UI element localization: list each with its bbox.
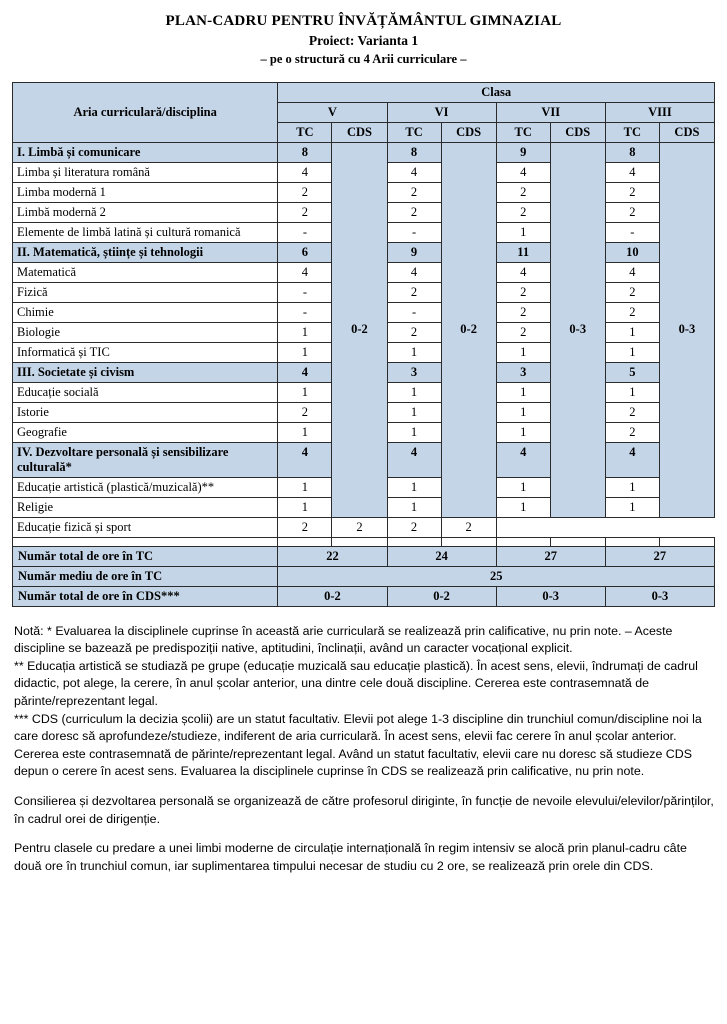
table-row-average-tc [13, 566, 715, 586]
total-cds-vi: 0-2 [387, 586, 496, 606]
value-tc-vi: 2 [387, 322, 441, 342]
area-value-tc-viii: 4 [605, 442, 659, 477]
area-value-tc-viii: 5 [605, 362, 659, 382]
header-class-vi: VI [387, 102, 496, 122]
value-tc-v: 4 [278, 162, 332, 182]
value-tc-vi: 4 [387, 262, 441, 282]
value-tc-viii: 4 [605, 162, 659, 182]
area-value-tc-vii: 3 [496, 362, 550, 382]
value-tc-vii: 4 [496, 162, 550, 182]
value-tc-vii: 1 [496, 222, 550, 242]
separator-cell [550, 537, 605, 546]
area-value-tc-vii: 9 [496, 142, 550, 162]
value-tc-vi: 2 [387, 282, 441, 302]
value-tc-vii: 2 [387, 517, 441, 537]
area-label: II. Matematică, științe și tehnologii [13, 242, 278, 262]
area-value-tc-viii: 10 [605, 242, 659, 262]
value-tc-vii: 1 [496, 382, 550, 402]
value-tc-viii: 2 [605, 302, 659, 322]
table-row-total-cds [13, 586, 715, 606]
value-tc-vii: 1 [496, 497, 550, 517]
value-tc-v: 4 [278, 262, 332, 282]
header-class-viii: VIII [605, 102, 714, 122]
value-tc-vi: 1 [387, 477, 441, 497]
value-tc-vii: 1 [496, 402, 550, 422]
area-value-tc-vi: 3 [387, 362, 441, 382]
value-tc-vi: 1 [387, 497, 441, 517]
total-tc-vii: 27 [496, 546, 605, 566]
value-tc-viii: 1 [605, 497, 659, 517]
value-tc-vi: 4 [387, 162, 441, 182]
framework-plan-table [12, 82, 715, 607]
value-tc-v: 1 [278, 342, 332, 362]
note-asterisk: Notă: * Evaluarea la disciplinele cuprinse în această arie curriculară se realizează prin calificative, nu prin note. – Aceste discipline se bazează pe predispoziții native, aptitudini, înclinații, având un caracter vocațional explicit. [14, 623, 673, 656]
total-cds-vii: 0-3 [496, 586, 605, 606]
value-tc-vii: 2 [496, 322, 550, 342]
value-tc-vii: 2 [496, 302, 550, 322]
value-tc-vi: 2 [387, 202, 441, 222]
discipline-label: Educație artistică (plastică/muzicală)** [13, 477, 278, 497]
value-tc-v: 1 [278, 497, 332, 517]
header-cds-viii: CDS [659, 122, 714, 142]
value-tc-v: - [278, 282, 332, 302]
table-row [13, 517, 715, 537]
value-tc-vi: 1 [387, 342, 441, 362]
separator-cell [278, 537, 332, 546]
discipline-label: Elemente de limbă latină și cultură romanică [13, 222, 278, 242]
value-tc-viii: 1 [605, 342, 659, 362]
value-tc-vi: 2 [387, 182, 441, 202]
value-tc-viii: 1 [605, 477, 659, 497]
area-value-tc-v: 4 [278, 442, 332, 477]
area-value-tc-vi: 8 [387, 142, 441, 162]
total-tc-v: 22 [278, 546, 387, 566]
area-value-tc-viii: 8 [605, 142, 659, 162]
value-tc-v: 1 [278, 322, 332, 342]
header-class-v: V [278, 102, 387, 122]
value-tc-viii: 4 [605, 262, 659, 282]
value-tc-v: 1 [278, 477, 332, 497]
page-subtitle: Proiect: Varianta 1 [308, 32, 419, 48]
table-row-area [13, 142, 715, 162]
discipline-label: Geografie [13, 422, 278, 442]
value-tc-vii: 2 [496, 202, 550, 222]
note-intensive-language: Pentru clasele cu predare a unei limbi moderne de circulație internațională în regim intensiv se alocă prin planul-cadru câte două ore în trunchiul comun, iar suplimentarea timpului necesar de studiu cu 2 ore, se realizează prin orele din CDS. [14, 841, 687, 873]
header-tc-vii: TC [496, 122, 550, 142]
area-value-tc-v: 4 [278, 362, 332, 382]
value-tc-v: 2 [278, 402, 332, 422]
area-value-tc-v: 8 [278, 142, 332, 162]
average-tc-label: Număr mediu de ore în TC [13, 566, 278, 586]
value-tc-v: 1 [278, 382, 332, 402]
header-tc-v: TC [278, 122, 332, 142]
area-value-tc-vii: 4 [496, 442, 550, 477]
page-subtitle-structure: – pe o structură cu 4 Arii curriculare – [260, 52, 467, 67]
total-cds-v: 0-2 [278, 586, 387, 606]
value-tc-v: - [278, 302, 332, 322]
area-label: IV. Dezvoltare personală și sensibilizare culturală* [13, 442, 278, 477]
area-value-tc-vi: 9 [387, 242, 441, 262]
note-triple-asterisk: *** CDS (curriculum la decizia școlii) are un statut facultativ. Elevii pot alege 1-3 discipline din trunchiul comun/discipline noi la care doresc să aprofundeze/studieze, indiferent de aria curriculară. În acest sens, elevii fac cerere în anul școlar anterior. Cererea este contrasemnată de părinte/reprezentant legal. Având un statut facultativ, elevii care nu doresc să studieze CDS depun o cerere în acest sens. Evaluarea la disciplinele cuprinse în CDS se realizează prin calificative, nu prin note. [14, 711, 702, 779]
value-tc-viii: 2 [605, 282, 659, 302]
value-tc-vii: 1 [496, 342, 550, 362]
value-tc-vii: 4 [496, 262, 550, 282]
area-value-tc-v: 6 [278, 242, 332, 262]
separator-cell [332, 537, 387, 546]
discipline-label: Educație fizică și sport [13, 517, 278, 537]
table-separator-row [13, 537, 715, 546]
discipline-label: Limbă modernă 2 [13, 202, 278, 222]
value-tc-vi: - [387, 222, 441, 242]
value-tc-vi: 1 [387, 422, 441, 442]
value-tc-viii: - [605, 222, 659, 242]
separator-cell [13, 537, 278, 546]
value-tc-vii: 1 [496, 422, 550, 442]
discipline-label: Limba modernă 1 [13, 182, 278, 202]
header-cds-vi: CDS [441, 122, 496, 142]
header-cds-vii: CDS [550, 122, 605, 142]
note-counselling: Consilierea și dezvoltarea personală se organizează de către profesorul diriginte, în funcție de nevoile elevului/elevilor/părinților, în cadrul orei de dirigenție. [14, 794, 714, 826]
discipline-label: Educație socială [13, 382, 278, 402]
discipline-label: Religie [13, 497, 278, 517]
value-tc-viii: 2 [441, 517, 496, 537]
area-label: I. Limbă și comunicare [13, 142, 278, 162]
discipline-label: Matematică [13, 262, 278, 282]
discipline-label: Biologie [13, 322, 278, 342]
discipline-label: Informatică și TIC [13, 342, 278, 362]
value-tc-viii: 1 [605, 322, 659, 342]
value-tc-v: 2 [278, 517, 332, 537]
cds-band-vii: 0-3 [550, 142, 605, 517]
notes-section [14, 623, 715, 876]
header-cds-v: CDS [332, 122, 387, 142]
discipline-label: Fizică [13, 282, 278, 302]
cds-band-v: 0-2 [332, 142, 387, 517]
header-class-vii: VII [496, 102, 605, 122]
value-tc-viii: 2 [605, 422, 659, 442]
total-tc-vi: 24 [387, 546, 496, 566]
value-tc-vii: 2 [496, 182, 550, 202]
value-tc-viii: 1 [605, 382, 659, 402]
header-tc-vi: TC [387, 122, 441, 142]
value-tc-v: 2 [278, 182, 332, 202]
cds-band-vi: 0-2 [441, 142, 496, 517]
value-tc-viii: 2 [605, 402, 659, 422]
discipline-label: Chimie [13, 302, 278, 322]
table-row-total-tc [13, 546, 715, 566]
separator-cell [605, 537, 659, 546]
discipline-label: Limba și literatura română [13, 162, 278, 182]
discipline-label: Istorie [13, 402, 278, 422]
value-tc-v: 1 [278, 422, 332, 442]
value-tc-vi: - [387, 302, 441, 322]
value-tc-viii: 2 [605, 182, 659, 202]
page-title: PLAN-CADRU PENTRU ÎNVĂȚĂMÂNTUL GIMNAZIAL [165, 13, 562, 29]
header-tc-viii: TC [605, 122, 659, 142]
cds-band-viii: 0-3 [659, 142, 714, 517]
area-value-tc-vii: 11 [496, 242, 550, 262]
area-value-tc-vi: 4 [387, 442, 441, 477]
area-label: III. Societate și civism [13, 362, 278, 382]
value-tc-v: - [278, 222, 332, 242]
separator-cell [387, 537, 441, 546]
value-tc-vii: 2 [496, 282, 550, 302]
total-cds-label: Număr total de ore în CDS*** [13, 586, 278, 606]
total-tc-viii: 27 [605, 546, 714, 566]
header-class-group: Clasa [278, 82, 715, 102]
value-tc-viii: 2 [605, 202, 659, 222]
value-tc-vi: 1 [387, 382, 441, 402]
separator-cell [659, 537, 714, 546]
separator-cell [441, 537, 496, 546]
value-tc-vi: 1 [387, 402, 441, 422]
header-area-discipline: Aria curriculară/disciplina [13, 82, 278, 142]
value-tc-vi: 2 [332, 517, 387, 537]
value-tc-v: 2 [278, 202, 332, 222]
average-tc-value: 25 [278, 566, 715, 586]
total-tc-label: Număr total de ore în TC [13, 546, 278, 566]
table-header-row-1 [13, 82, 715, 102]
value-tc-vii: 1 [496, 477, 550, 497]
separator-cell [496, 537, 550, 546]
total-cds-viii: 0-3 [605, 586, 714, 606]
note-double-asterisk: ** Educația artistică se studiază pe grupe (educație muzicală sau educație plastică). În acest sens, elevii, îndrumați de cadrul didactic, pot alege, la cerere, în anul școlar anterior, una dintre cele două discipline. Cererea este contrasemnată de părinte/reprezentant legal. [14, 658, 698, 708]
